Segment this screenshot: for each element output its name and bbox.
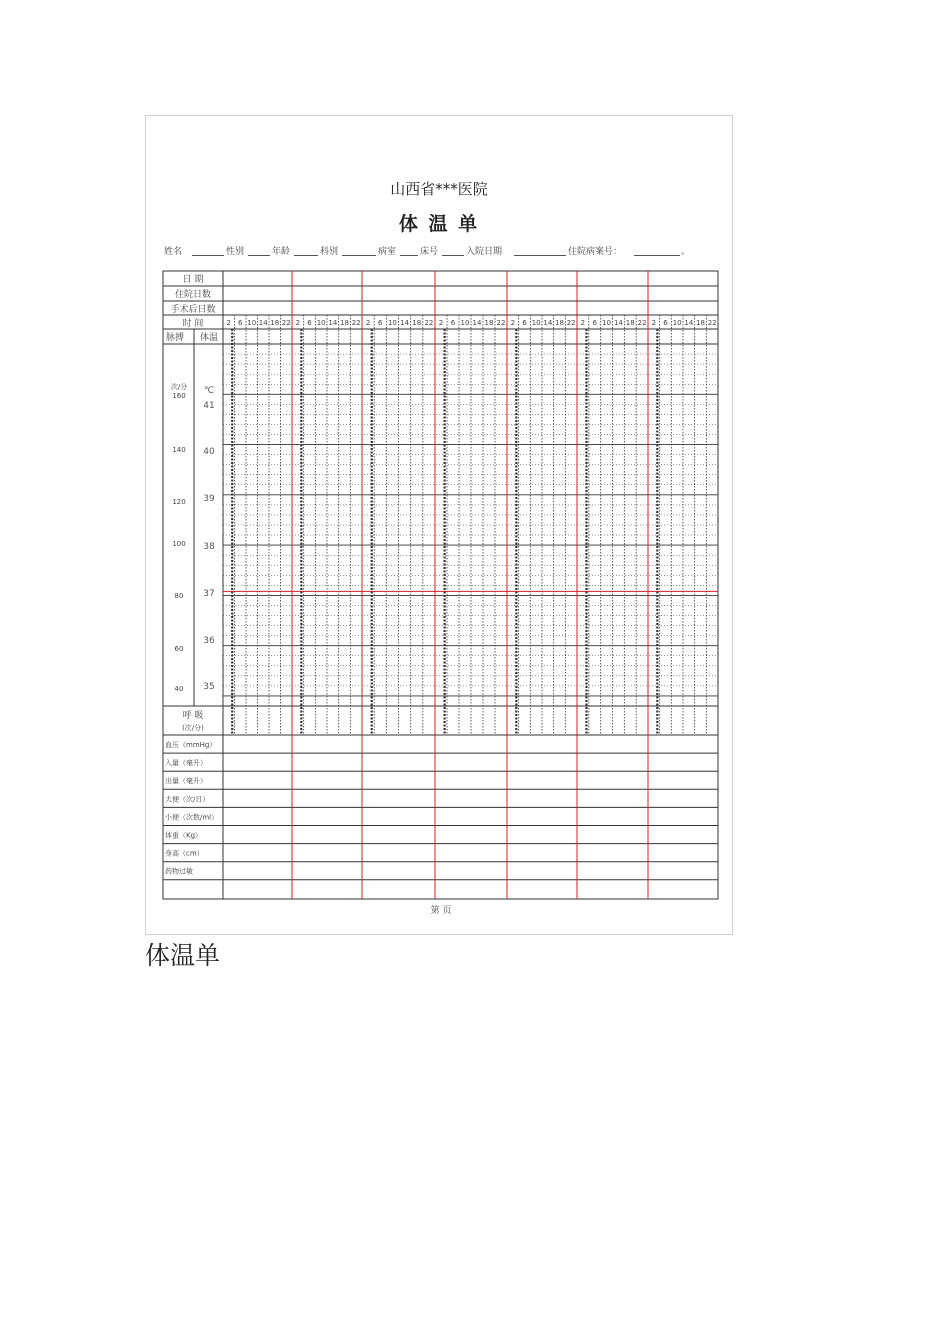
time-slot-label: 2 xyxy=(651,319,657,327)
pulse-tick: 60 xyxy=(174,645,184,653)
time-slot-label: 10 xyxy=(460,319,470,327)
bottom-row-label: 体重（Kg） xyxy=(165,831,203,840)
time-slot-label: 10 xyxy=(672,319,682,327)
bottom-row-label: 大便（次/日） xyxy=(165,795,210,804)
time-slot-label: 14 xyxy=(400,319,410,327)
time-slot-label: 6 xyxy=(450,319,456,327)
time-slot-label: 2 xyxy=(295,319,301,327)
time-slot-label: 18 xyxy=(340,319,349,327)
time-slot-label: 6 xyxy=(663,319,668,327)
time-slot-label: 2 xyxy=(365,319,371,327)
time-slot-label: 14 xyxy=(543,319,553,327)
time-slot-label: 14 xyxy=(472,319,482,327)
bottom-row-label: 药物过敏 xyxy=(165,867,193,876)
time-slot-label: 18 xyxy=(270,319,280,327)
time-slot-label: 10 xyxy=(316,319,326,327)
time-slot-label: 14 xyxy=(328,319,338,327)
time-slot-label: 22 xyxy=(707,319,717,327)
time-slot-label: 22 xyxy=(496,319,506,327)
time-slot-label: 22 xyxy=(281,319,291,327)
time-slot-label: 6 xyxy=(592,319,597,327)
pulse-tick: 80 xyxy=(174,592,184,600)
page-number: 第 页 xyxy=(430,906,452,916)
time-slot-label: 14 xyxy=(684,319,694,327)
pulse-tick: 40 xyxy=(174,685,184,693)
respiration-label: 呼 吸 xyxy=(182,711,204,721)
form-title: 体 温 单 xyxy=(398,213,480,235)
chart-grid xyxy=(146,116,732,934)
time-slot-label: 22 xyxy=(637,319,647,327)
temperature-tick: 41 xyxy=(203,401,215,411)
time-slot-label: 2 xyxy=(226,319,231,327)
time-slot-label: 14 xyxy=(613,319,623,327)
time-slot-label: 2 xyxy=(510,319,516,327)
time-slot-label: 18 xyxy=(696,319,705,327)
time-slot-label: 10 xyxy=(602,319,612,327)
time-slot-label: 18 xyxy=(625,319,635,327)
time-slot-label: 14 xyxy=(258,319,268,327)
case-number-label: 住院病案号： xyxy=(568,247,623,257)
pulse-tick: 120 xyxy=(172,498,186,506)
bottom-row-label: 入量（毫升） xyxy=(165,759,207,768)
department-label: 科别 xyxy=(320,247,339,257)
time-slot-label: 18 xyxy=(555,319,564,327)
time-slot-label: 18 xyxy=(484,319,494,327)
temperature-tick: 40 xyxy=(203,447,215,457)
header-row-label: 时 间 xyxy=(182,319,204,329)
bottom-row-label: 出量（毫升） xyxy=(165,777,207,786)
bottom-row-label: 小便（次数/ml） xyxy=(165,813,219,822)
time-slot-label: 10 xyxy=(247,319,257,327)
temperature-chart-form xyxy=(145,115,733,935)
patient-line-end: 。 xyxy=(681,247,691,257)
bed-label: 床号 xyxy=(420,247,439,257)
sex-label: 性别 xyxy=(226,247,245,257)
temperature-header: 体温 xyxy=(199,333,219,343)
temperature-tick: 37 xyxy=(203,589,215,599)
bottom-row-label: 身高（cm） xyxy=(165,849,204,858)
temperature-tick: 39 xyxy=(203,494,215,504)
temperature-unit: ℃ xyxy=(203,386,215,396)
time-slot-label: 10 xyxy=(531,319,541,327)
bottom-row-label: 血压（mmHg） xyxy=(165,741,217,749)
time-slot-label: 6 xyxy=(378,319,383,327)
temperature-tick: 35 xyxy=(203,682,215,692)
caption: 体温单 xyxy=(145,941,221,970)
name-label: 姓名 xyxy=(164,247,183,257)
age-label: 年龄 xyxy=(272,247,291,257)
admission-date-label: 入院日期 xyxy=(466,247,503,257)
time-slot-label: 2 xyxy=(580,319,586,327)
header-row-label: 日 期 xyxy=(182,275,204,285)
time-slot-label: 22 xyxy=(566,319,576,327)
pulse-header: 脉搏 xyxy=(165,333,185,343)
pulse-tick: 100 xyxy=(172,540,186,548)
time-slot-label: 2 xyxy=(438,319,444,327)
time-slot-label: 22 xyxy=(351,319,361,327)
time-slot-label: 10 xyxy=(387,319,397,327)
time-slot-label: 6 xyxy=(307,319,312,327)
pulse-tick: 160 xyxy=(172,392,186,400)
header-row-label: 手术后日数 xyxy=(170,305,216,315)
respiration-unit: (次/分) xyxy=(182,724,204,732)
time-slot-label: 22 xyxy=(424,319,434,327)
time-slot-label: 6 xyxy=(522,319,527,327)
temperature-tick: 38 xyxy=(203,542,215,552)
header-row-label: 住院日数 xyxy=(174,290,212,300)
ward-label: 病室 xyxy=(378,247,397,257)
hospital-name: 山西省***医院 xyxy=(390,180,488,198)
time-slot-label: 18 xyxy=(412,319,422,327)
pulse-unit: 次/分 xyxy=(170,383,188,391)
pulse-tick: 140 xyxy=(172,446,186,454)
time-slot-label: 6 xyxy=(238,319,243,327)
temperature-tick: 36 xyxy=(203,636,215,646)
